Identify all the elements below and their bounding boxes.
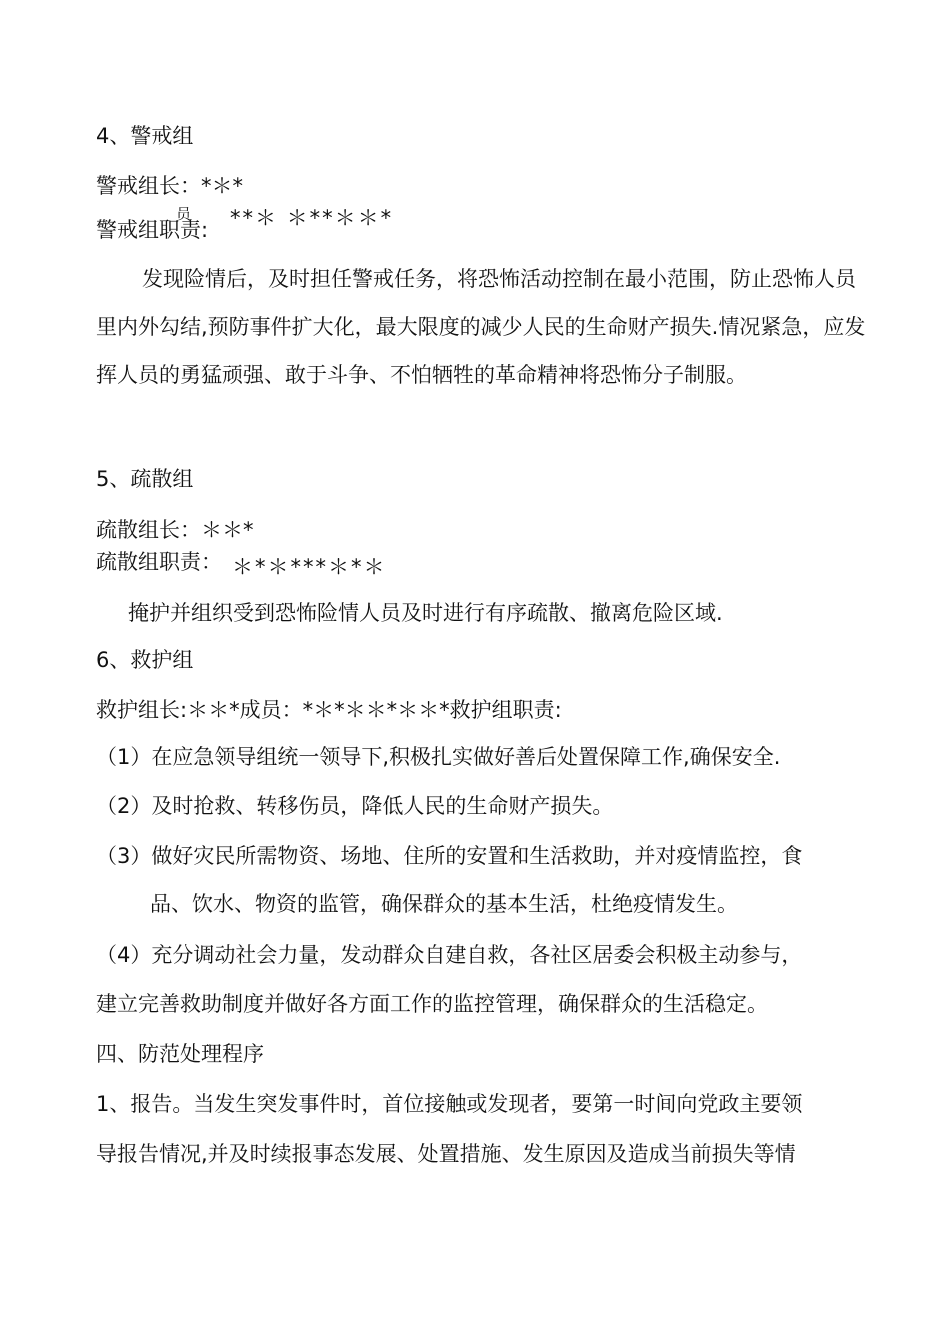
rescue-item-2: （2）及时抢救、转移伤员，降低人民的生命财产损失。: [96, 794, 614, 818]
procedure-1-line-1: 1、报告。当发生突发事件时，首位接触或发现者，要第一时间向党政主要领: [96, 1092, 803, 1116]
evacuation-group-member-stars: ＊*＊***＊*＊: [232, 555, 387, 579]
procedure-1-line-2: 导报告情况,并及时续报事态发展、处置措施、发生原因及造成当前损失等情: [96, 1142, 796, 1166]
rescue-item-4-line-1: （4）充分调动社会力量，发动群众自建自救，各社区居委会积极主动参与，: [96, 943, 803, 967]
rescue-item-3-line-1: （3）做好灾民所需物资、场地、住所的安置和生活救助，并对疫情监控，食: [96, 844, 803, 868]
alert-group-member-label: 员: [176, 205, 192, 223]
section-four-title: 四、防范处理程序: [96, 1042, 264, 1066]
alert-group-duty-label: 警戒组职责:: [96, 218, 209, 242]
section-6-title: 6、救护组: [96, 648, 194, 672]
alert-group-description: 发现险情后，及时担任警戒任务，将恐怖活动控制在最小范围，防止恐怖人员里内外勾结,预防事件扩大化，最大限度的减少人民的生命财产损失.情况紧急，应发挥人员的勇猛顽强、敢于斗争、不怕牺牲的革命精神将恐怖分子制服。: [96, 267, 866, 387]
rescue-item-4-line-2: 建立完善救助制度并做好各方面工作的监控管理，确保群众的生活稳定。: [96, 992, 768, 1016]
section-4-title: 4、警戒组: [96, 124, 194, 148]
evacuation-group-duty-label: 疏散组职责：: [96, 550, 222, 574]
rescue-item-1: （1）在应急领导组统一领导下,积极扎实做好善后处置保障工作,确保安全.: [96, 745, 781, 769]
evacuation-group-leader: 疏散组长：＊＊*: [96, 518, 254, 542]
rescue-item-3-line-2: 品、饮水、物资的监管，确保群众的基本生活，杜绝疫情发生。: [150, 892, 738, 916]
evacuation-group-description: 掩护并组织受到恐怖险情人员及时进行有序疏散、撤离危险区域.: [128, 601, 723, 625]
alert-group-member-stars: **＊ ＊**＊＊*: [230, 206, 394, 230]
alert-group-leader: 警戒组长：*＊*: [96, 174, 243, 198]
rescue-group-leader-line: 救护组长:＊＊*成员：*＊*＊＊*＊＊*救护组职责:: [96, 698, 562, 722]
section-5-title: 5、疏散组: [96, 467, 194, 491]
